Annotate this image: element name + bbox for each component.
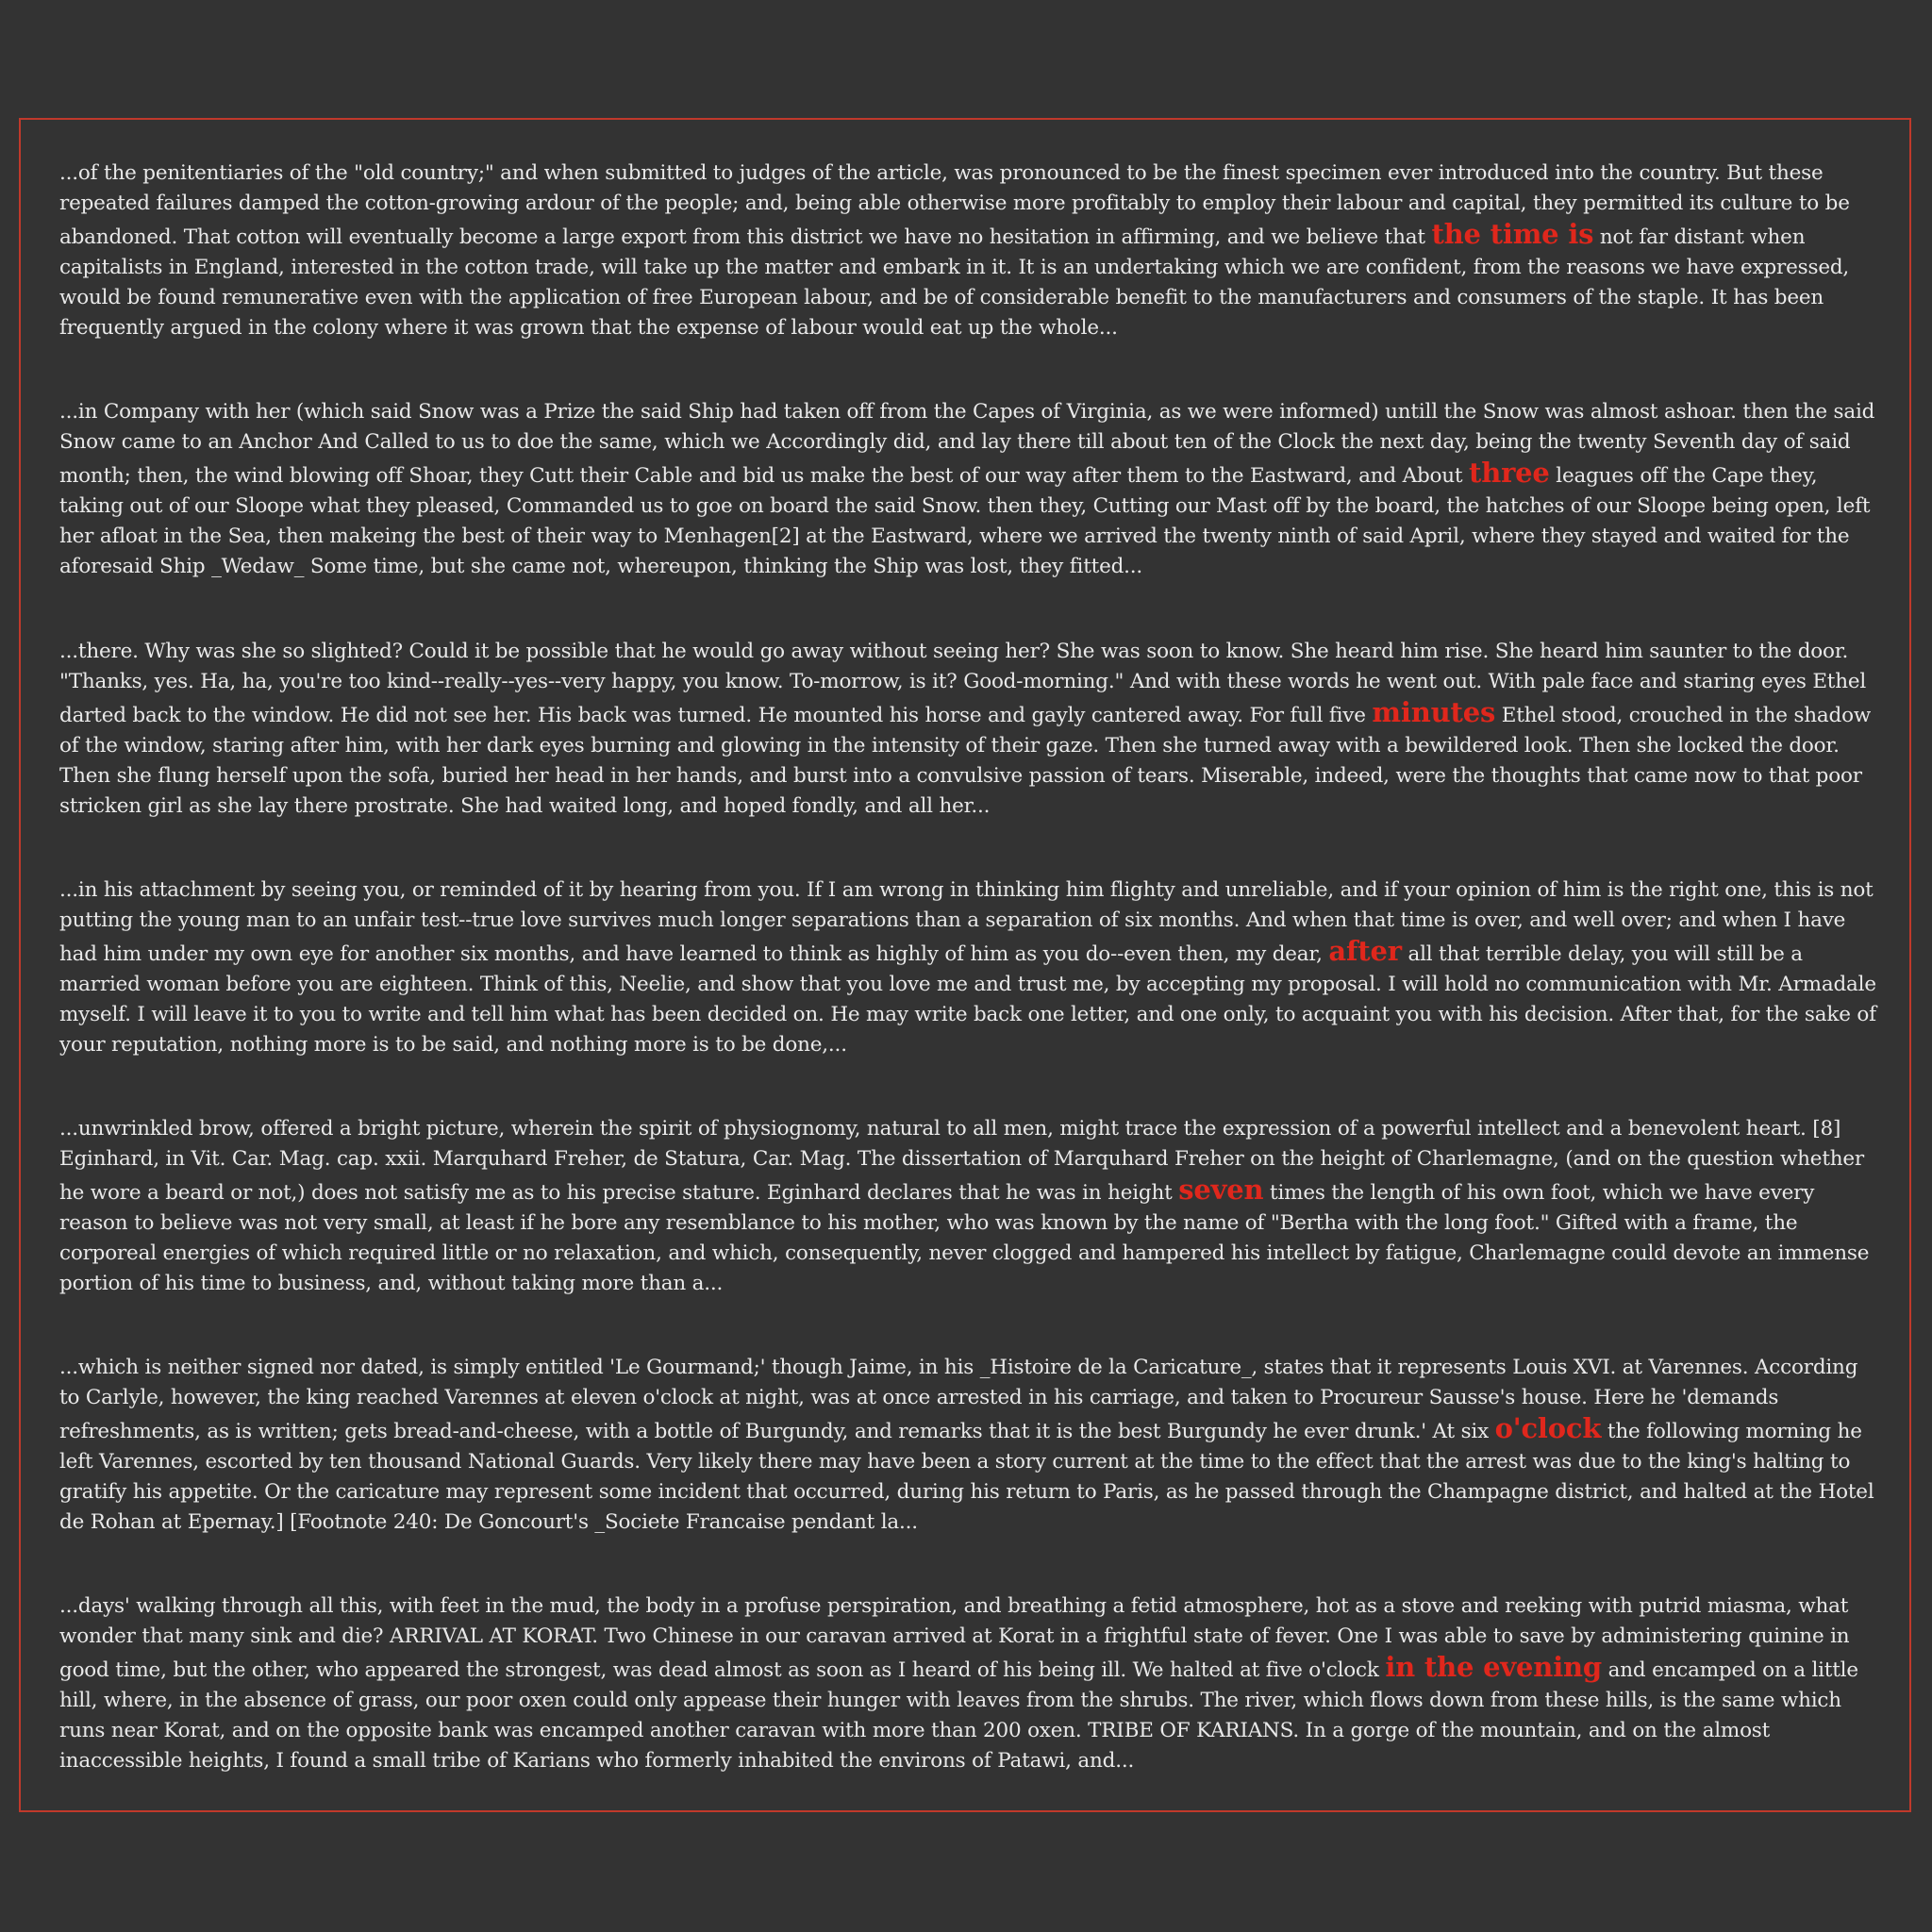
- excerpt-1: [59, 158, 1880, 343]
- excerpt-text-before: ...in Company with her (which said Snow was a Prize the said Ship had taken off from the Capes of Virginia, as we were informed) untill the Snow was almost ashoar. then the said Snow came to an Anchor And Called to us to doe the same, which we Accordingly did, and lay there till about ten of the Clock the next day, being the twenty Seventh day of said month; then, the wind blowing off Shoar, they Cutt their Cable and bid us make the best of our way after them to the Eastward, and About: [59, 400, 1875, 488]
- excerpt-text-before: ...which is neither signed nor dated, is simply entitled 'Le Gourmand;' though Jaime, in his _Histoire de la Caricature_, states that it represents Louis XVI. at Varennes. According to Carlyle, however, the king reached Varennes at eleven o'clock at night, was at once arrested in his carriage, and taken to Procureur Sausse's house. Here he 'demands refreshments, as is written; gets bread-and-cheese, with a bottle of Burgundy, and remarks that it is the best Burgundy he ever drunk.' At six: [59, 1356, 1858, 1443]
- excerpt-4: [59, 875, 1880, 1060]
- excerpt-text-after: Ethel stood, crouched in the shadow of the window, staring after him, with her dark eyes burning and glowing in the intensity of their gaze. Then she turned away with a bewildered look. Then she locked the door. Then she flung herself upon the sofa, buried her head in her hands, and burst into a convulsive passion of tears. Miserable, indeed, were the thoughts that came now to that poor stricken girl as she lay there prostrate. She had waited long, and hoped fondly, and all her...: [59, 704, 1872, 818]
- excerpt-7: [59, 1591, 1880, 1776]
- highlighted-phrase: the time is: [1431, 218, 1594, 250]
- highlighted-phrase: minutes: [1372, 696, 1496, 728]
- excerpt-text-after: times the length of his own foot, which we have every reason to believe was not very small, at least if he bore any resemblance to his mother, who was known by the name of "Bertha with the long foot." Gifted with a frame, the corporeal energies of which required little or no relaxation, and which, consequently, never clogged and hampered his intellect by fatigue, Charlemagne could devote an immense portion of his time to business, and, without taking more than a...: [59, 1181, 1870, 1295]
- highlighted-phrase: three: [1469, 457, 1550, 489]
- excerpt-text-before: ...unwrinkled brow, offered a bright picture, wherein the spirit of physiognomy, natural to all men, might trace the expression of a powerful intellect and a benevolent heart. [8] Eginhard, in Vit. Car. Mag. cap. xxii. Marquhard Freher, de Statura, Car. Mag. The dissertation of Marquhard Freher on the height of Charlemagne, (and on the question whether he wore a beard or not,) does not satisfy me as to his precise stature. Eginhard declares that he was in height: [59, 1117, 1865, 1205]
- excerpt-text-after: not far distant when capitalists in England, interested in the cotton trade, will take up the matter and embark in it. It is an undertaking which we are confident, from the reasons we have expressed, would be found remunerative even with the application of free European labour, and be of considerable benefit to the manufacturers and consumers of the staple. It has been frequently argued in the colony where it was grown that the expense of labour would eat up the whole...: [59, 225, 1850, 340]
- highlighted-phrase: in the evening: [1385, 1651, 1602, 1683]
- highlighted-phrase: after: [1328, 935, 1402, 967]
- excerpt-text-before: ...days' walking through all this, with feet in the mud, the body in a profuse perspiration, and breathing a fetid atmosphere, hot as a stove and reeking with putrid miasma, what wonder that many sink and die? ARRIVAL AT KORAT. Two Chinese in our caravan arrived at Korat in a frightful state of fever. One I was able to save by administering quinine in good time, but the other, who appeared the strongest, was dead almost as soon as I heard of his being ill. We halted at five o'clock: [59, 1594, 1850, 1682]
- excerpt-text-before: ...in his attachment by seeing you, or reminded of it by hearing from you. If I am wrong in thinking him flighty and unreliable, and if your opinion of him is the right one, this is not putting the young man to an unfair test--true love survives much longer separations than a separation of six months. And when that time is over, and well over; and when I have had him under my own eye for another six months, and have learned to think as highly of him as you do--even then, my dear,: [59, 878, 1874, 966]
- highlighted-phrase: o'clock: [1494, 1412, 1602, 1444]
- highlighted-phrase: seven: [1178, 1174, 1264, 1206]
- excerpt-5: [59, 1114, 1880, 1299]
- excerpt-text-after: and encamped on a little hill, where, in the absence of grass, our poor oxen could only appease their hunger with leaves from the shrubs. The river, which flows down from these hills, is the same which runs near Korat, and on the opposite bank was encamped another caravan with more than 200 oxen. TRIBE OF KARIANS. In a gorge of the mountain, and on the almost inaccessible heights, I found a small tribe of Karians who formerly inhabited the environs of Patawi, and...: [59, 1658, 1858, 1773]
- excerpt-3: [59, 637, 1880, 822]
- excerpt-text-after: all that terrible delay, you will still be a married woman before you are eighteen. Think of this, Neelie, and show that you love me and trust me, by accepting my proposal. I will hold no communication with Mr. Armadale myself. I will leave it to you to write and tell him what has been decided on. He may write back one letter, and one only, to acquaint you with his decision. After that, for the sake of your reputation, nothing more is to be said, and nothing more is to be done,...: [59, 942, 1876, 1057]
- excerpt-text-after: leagues off the Cape they, taking out of our Sloope what they pleased, Commanded us to goe on board the said Snow. then they, Cutting our Mast off by the board, the hatches of our Sloope being open, left her afloat in the Sea, then makeing the best of their way to Menhagen[2] at the Eastward, where we arrived the twenty ninth of said April, where they stayed and waited for the aforesaid Ship _Wedaw_ Some time, but she came not, whereupon, thinking the Ship was lost, they fitted...: [59, 464, 1871, 578]
- excerpt-text-after: the following morning he left Varennes, escorted by ten thousand National Guards. Very likely there may have been a story current at the time to the effect that the arrest was due to the king's halting to gratify his appetite. Or the caricature may represent some incident that occurred, during his return to Paris, as he passed through the Champagne district, and halted at the Hotel de Rohan at Epernay.] [Footnote 240: De Goncourt's _Societe Francaise pendant la...: [59, 1420, 1874, 1534]
- excerpt-2: [59, 397, 1880, 582]
- excerpt-6: [59, 1353, 1880, 1538]
- excerpt-text-before: ...there. Why was she so slighted? Could it be possible that he would go away without seeing her? She was soon to know. She heard him rise. She heard him saunter to the door. "Thanks, yes. Ha, ha, you're too kind--really--yes--very happy, you know. To-morrow, is it? Good-morning." And with these words he went out. With pale face and staring eyes Ethel darted back to the window. He did not see her. His back was turned. He mounted his horse and gayly cantered away. For full five: [59, 640, 1867, 727]
- excerpt-text-before: ...of the penitentiaries of the "old country;" and when submitted to judges of the article, was pronounced to be the finest specimen ever introduced into the country. But these repeated failures damped the cotton-growing ardour of the people; and, being able otherwise more profitably to employ their labour and capital, they permitted its culture to be abandoned. That cotton will eventually become a large export from this district we have no hesitation in affirming, and we believe that: [59, 161, 1850, 249]
